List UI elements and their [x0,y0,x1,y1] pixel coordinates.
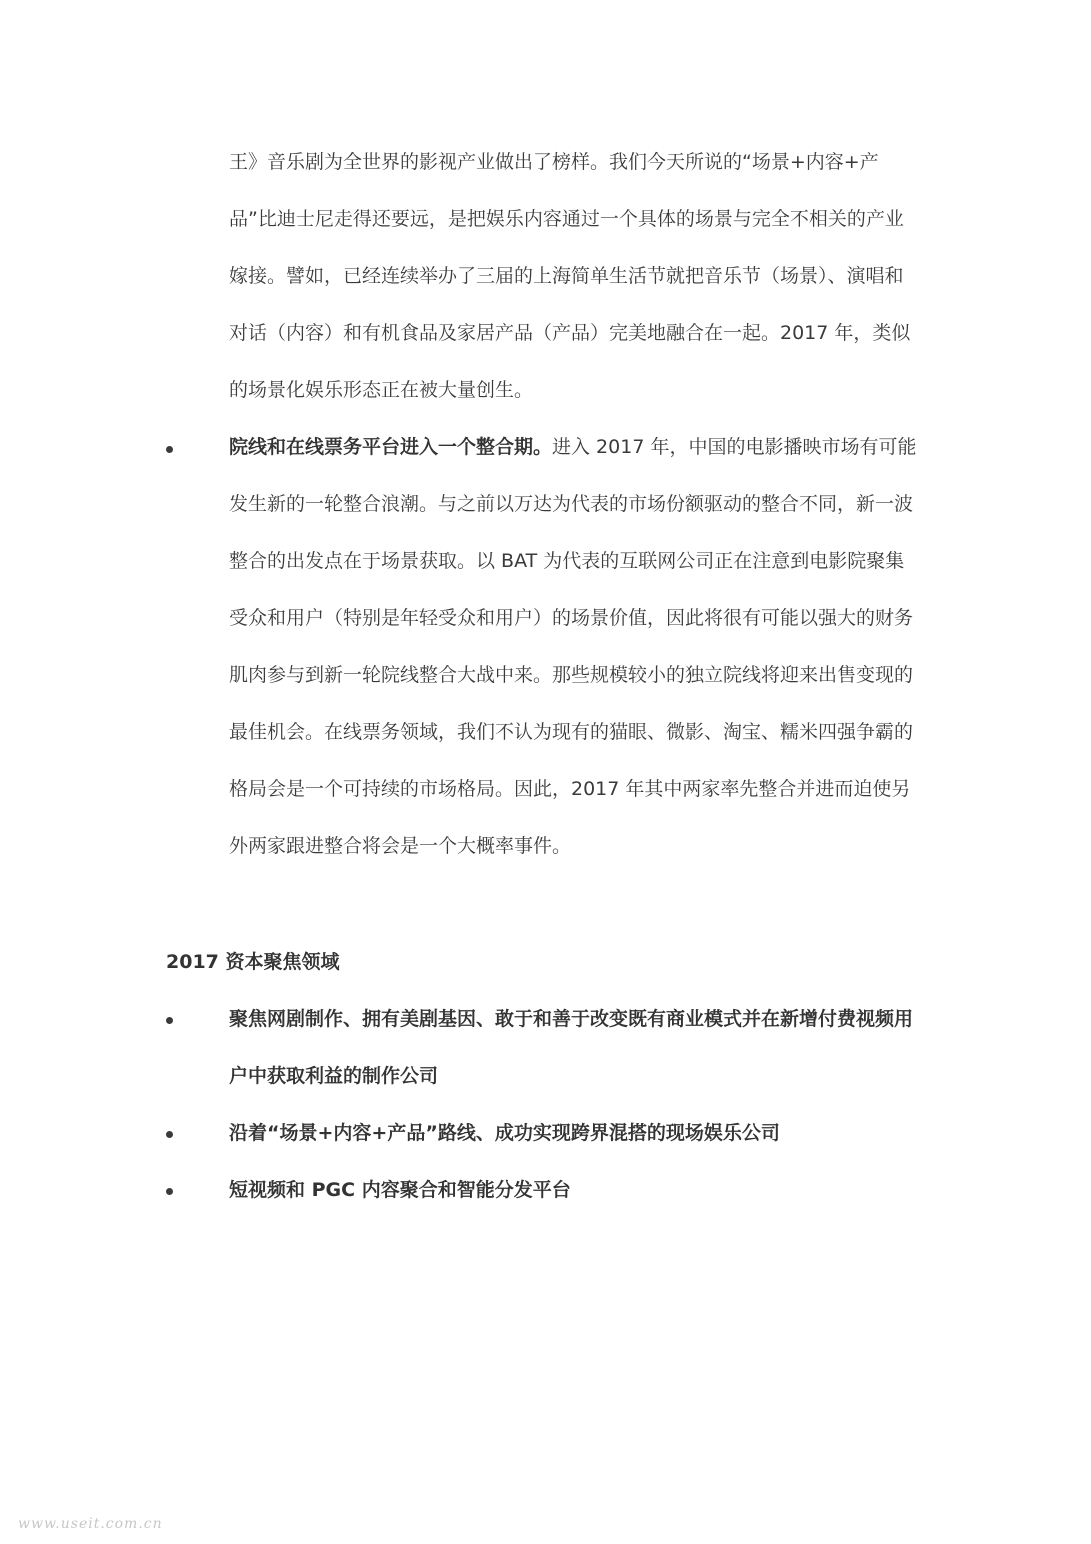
paragraph-line: 嫁接。譬如，已经连续举办了三届的上海简单生活节就把音乐节（场景）、演唱和 [229,265,904,287]
focus-item-line: 短视频和 PGC 内容聚合和智能分发平台 [229,1179,571,1201]
bullet-first-line [229,435,916,459]
bullet-line: 外两家跟进整合将会是一个大概率事件。 [229,835,572,857]
paragraph-line: 的场景化娱乐形态正在被大量创生。 [229,379,534,401]
bullet-line: 最佳机会。在线票务领域，我们不认为现有的猫眼、微影、淘宝、糯米四强争霸的 [229,721,914,743]
paragraph-line: 品”比迪士尼走得还要远，是把娱乐内容通过一个具体的场景与完全不相关的产业 [229,208,904,230]
bullet-lead-text: 院线和在线票务平台进入一个整合期。 [229,436,553,458]
paragraph-line: 王》音乐剧为全世界的影视产业做出了榜样。我们今天所说的“场景+内容+产 [229,151,879,173]
paragraph-line: 对话（内容）和有机食品及家居产品（产品）完美地融合在一起。2017 年，类似 [229,322,911,344]
bullet-line: 发生新的一轮整合浪潮。与之前以万达为代表的市场份额驱动的整合不同，新一波 [229,493,914,515]
focus-item-line: 聚焦网剧制作、拥有美剧基因、敢于和善于改变既有商业模式并在新增付费视频用 [229,1008,914,1030]
focus-item-line: 沿着“场景+内容+产品”路线、成功实现跨界混搭的现场娱乐公司 [229,1122,780,1144]
section-heading: 2017 资本聚焦领域 [166,951,340,973]
bullet-dot [166,1017,173,1024]
focus-item-line: 户中获取利益的制作公司 [229,1065,439,1087]
bullet-line: 肌肉参与到新一轮院线整合大战中来。那些规模较小的独立院线将迎来出售变现的 [229,664,914,686]
watermark: www.useit.com.cn [18,1516,163,1532]
bullet-dot [166,1131,173,1138]
bullet-line: 受众和用户（特别是年轻受众和用户）的场景价值，因此将很有可能以强大的财务 [229,607,914,629]
bullet-dot [166,1188,173,1195]
bullet-dot [166,446,173,453]
bullet-line: 格局会是一个可持续的市场格局。因此，2017 年其中两家率先整合并进而迫使另 [229,778,911,800]
bullet-line: 整合的出发点在于场景获取。以 BAT 为代表的互联网公司正在注意到电影院聚集 [229,550,905,572]
bullet-lead-rest: 进入 2017 年，中国的电影播映市场有可能 [552,436,917,458]
